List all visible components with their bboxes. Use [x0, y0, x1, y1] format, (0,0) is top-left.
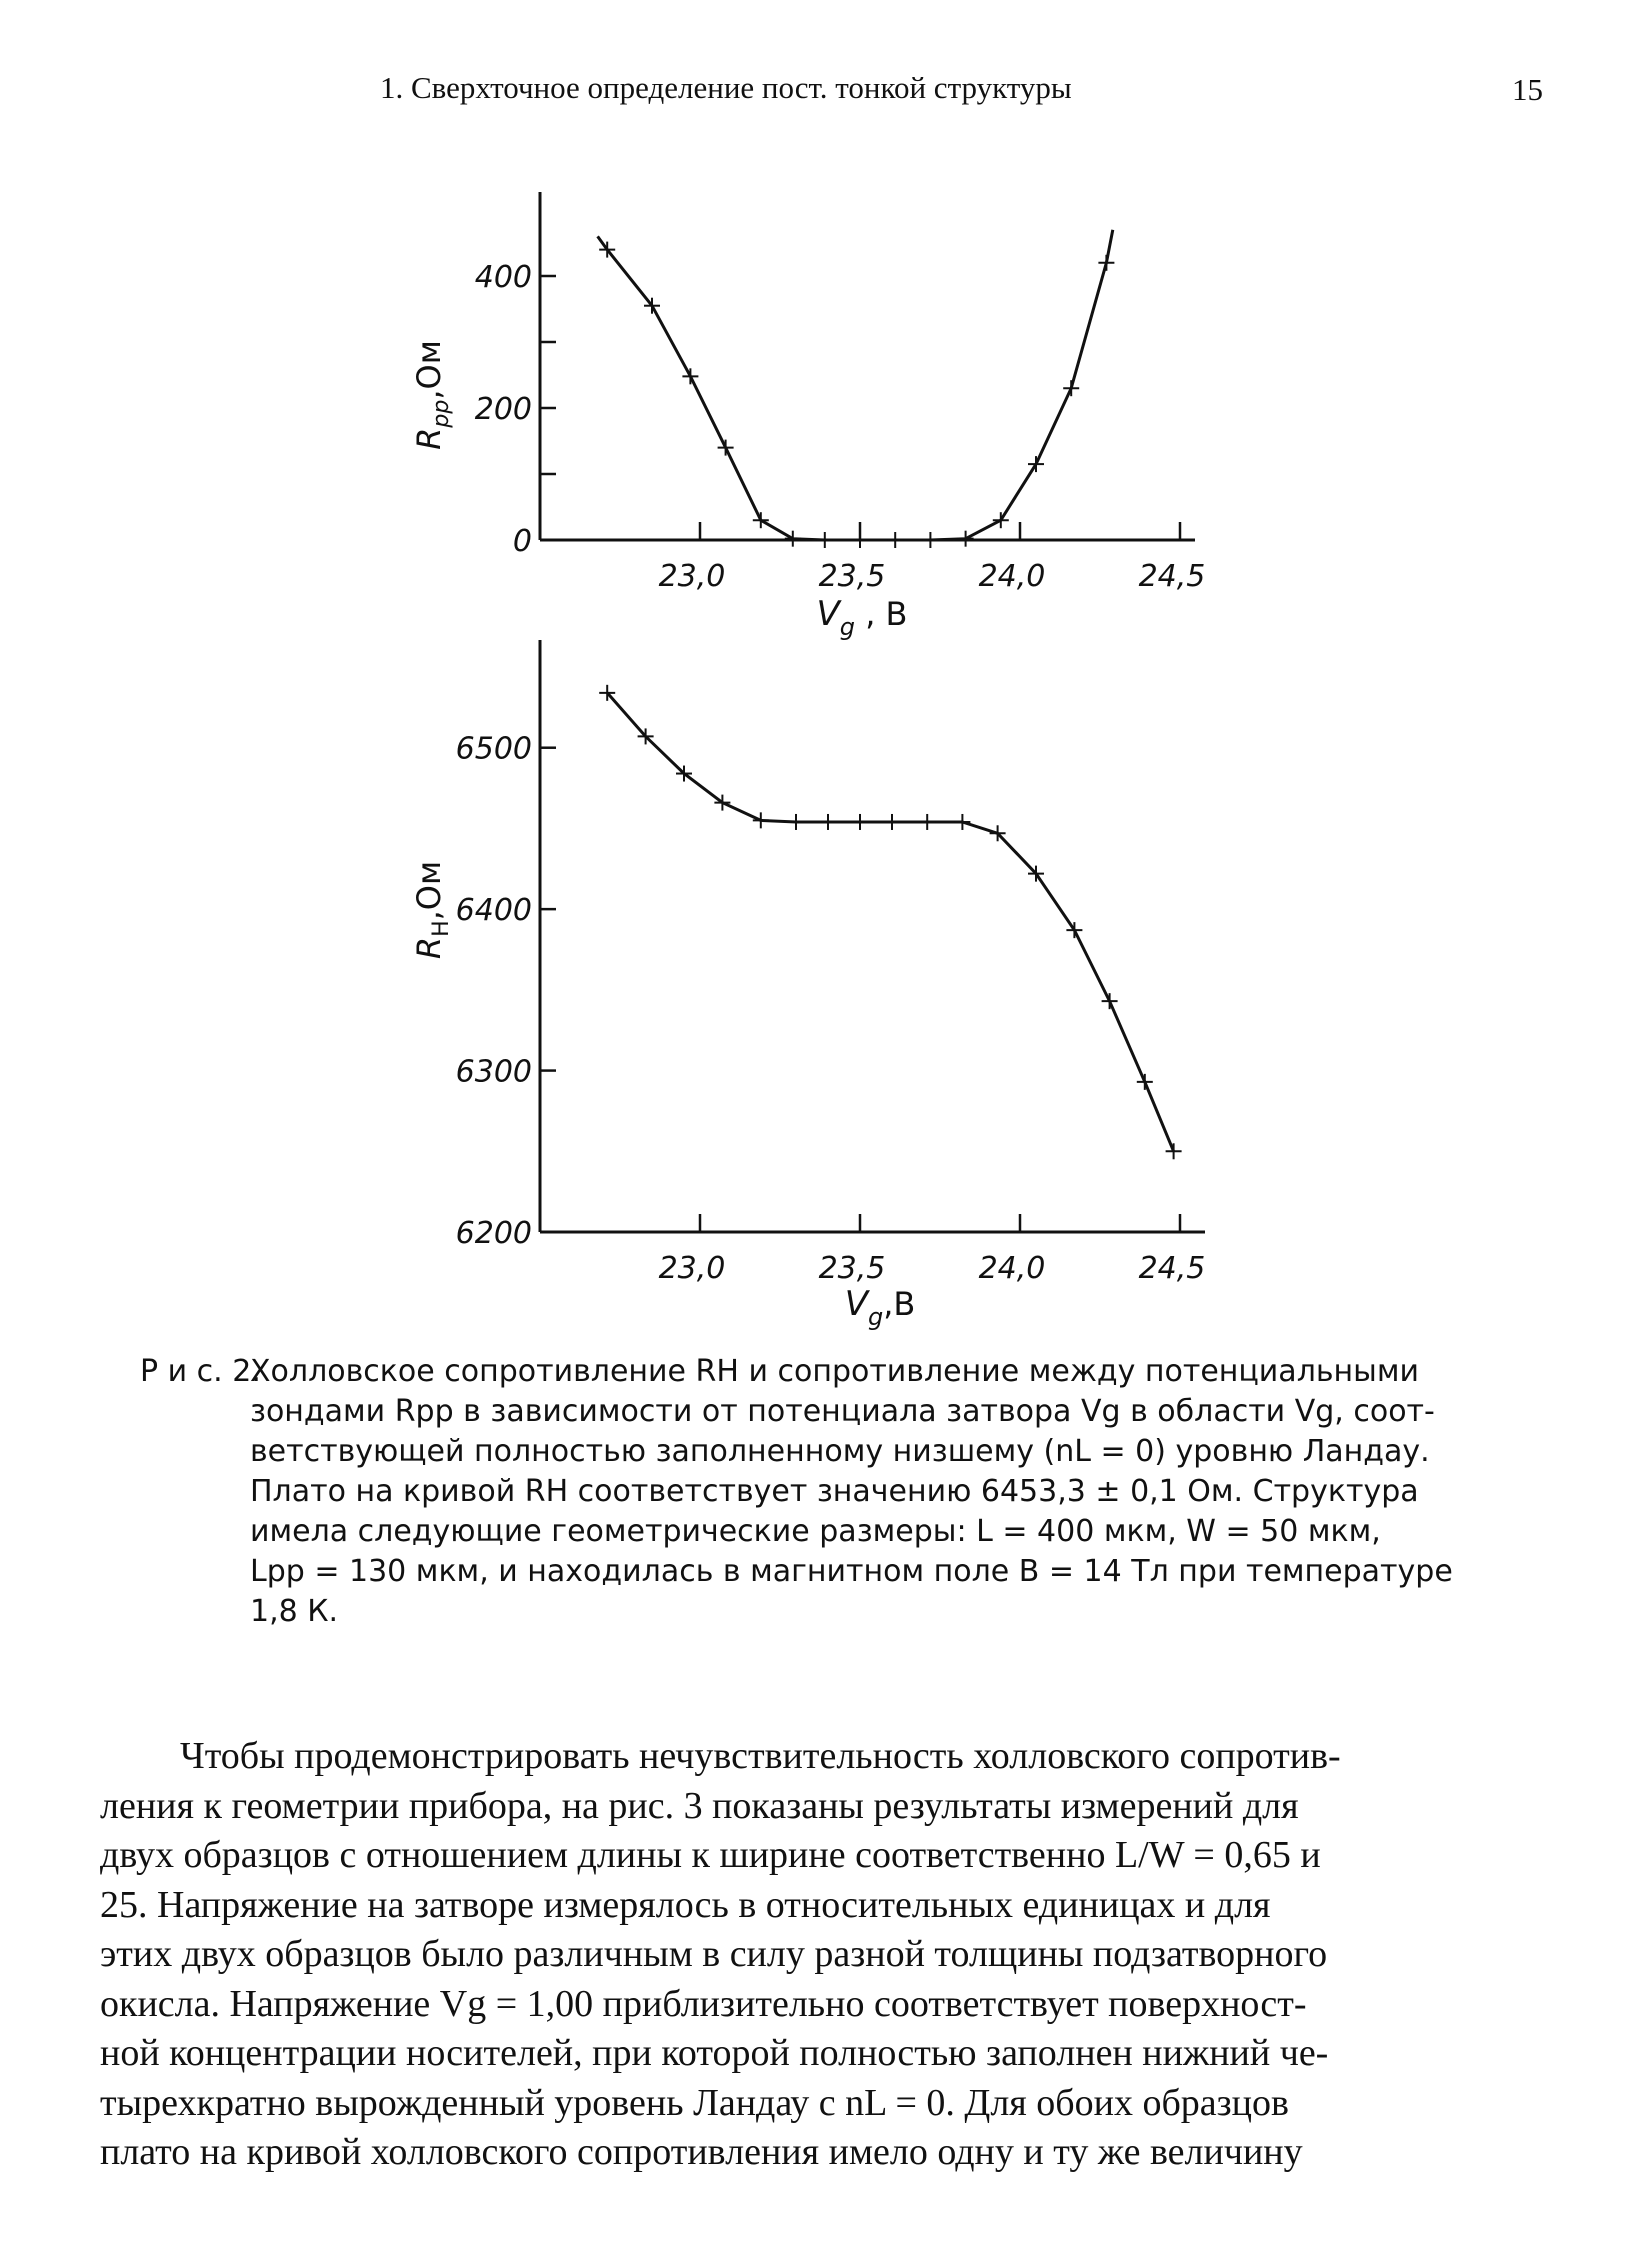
x-tick-label: 24,5: [1138, 1251, 1206, 1286]
caption-line: ветствующей полностью заполненному низшему (nL = 0) уровню Ландау.: [250, 1434, 1430, 1469]
x-tick-label: 24,0: [978, 559, 1046, 594]
caption-line: зондами Rpp в зависимости от потенциала затвора Vg в области Vg, соот-: [250, 1394, 1435, 1429]
data-point: [788, 814, 804, 830]
rh-curve: [607, 693, 1173, 1152]
x-tick-label: 23,0: [658, 559, 726, 594]
data-point: [884, 814, 900, 830]
x-tick-label: 24,0: [978, 1251, 1046, 1286]
x-tick-label: 24,5: [1138, 559, 1206, 594]
y-tick-label: 6300: [455, 1054, 532, 1090]
rh-y-label: $R_H,Ом$: [410, 860, 454, 960]
body-line: ления к геометрии прибора, на рис. 3 показаны результаты измерений для: [100, 1784, 1299, 1827]
data-point: [1137, 1074, 1153, 1090]
data-point: [1102, 993, 1118, 1009]
y-tick-label: 200: [474, 392, 532, 427]
y-tick-label: 6500: [455, 731, 532, 767]
y-tick-label: 400: [474, 260, 532, 295]
body-line: Чтобы продемонстрировать нечувствительность холловского сопротив-: [180, 1735, 1341, 1777]
caption-line: Плато на кривой RH соответствует значению 6453,3 ± 0,1 Ом. Структура: [250, 1474, 1419, 1509]
rpp-y-label: $R_{pp},Ом$: [410, 340, 454, 450]
rh-x-label: $V_g,В$: [844, 1284, 916, 1331]
rpp-x-label: $V_g$ , В: [816, 594, 908, 641]
y-tick-label: 0: [512, 524, 532, 559]
caption-line: Lpp = 130 мкм, и находилась в магнитном поле B = 14 Тл при температуре: [250, 1554, 1453, 1589]
body-line: этих двух образцов было различным в силу разной толщины подзатворного: [100, 1933, 1328, 1975]
caption-line: имела следующие геометрические размеры: L = 400 мкм, W = 50 мкм,: [250, 1514, 1381, 1549]
body-line: плато на кривой холловского сопротивления имело одну и ту же величину: [100, 2131, 1303, 2173]
page-number: 15: [1512, 72, 1543, 107]
caption-line: 1,8 К.: [250, 1594, 339, 1629]
caption-line: Холловское сопротивление RH и сопротивление между потенциальными: [250, 1354, 1419, 1389]
body-line: 25. Напряжение на затворе измерялось в относительных единицах и для: [100, 1883, 1271, 1926]
data-point: [753, 812, 769, 828]
body-line: окисла. Напряжение Vg = 1,00 приблизительно соответствует поверхност-: [100, 1982, 1307, 2025]
body-line: тырехкратно вырожденный уровень Ландау с nL = 0. Для обоих образцов: [100, 2081, 1289, 2124]
caption-label: Р и с. 2.: [140, 1354, 261, 1389]
caption-text: [250, 1352, 1540, 1632]
y-tick-label: 6400: [455, 893, 532, 929]
data-point: [954, 814, 970, 830]
x-tick-label: 23,5: [818, 559, 886, 594]
body-paragraph: [100, 1732, 1530, 2178]
x-tick-label: 23,0: [658, 1251, 726, 1286]
data-point: [919, 814, 935, 830]
data-point: [820, 814, 836, 830]
data-point: [1166, 1143, 1182, 1159]
body-line: двух образцов с отношением длины к ширине соответственно L/W = 0,65 и: [100, 1834, 1321, 1876]
running-header: 1. Сверхточное определение пост. тонкой структуры: [380, 70, 1072, 105]
body-line: ной концентрации носителей, при которой полностью заполнен нижний че-: [100, 2032, 1329, 2074]
y-tick-label: 6200: [455, 1216, 532, 1251]
x-tick-label: 23,5: [818, 1251, 886, 1286]
data-point: [852, 814, 868, 830]
